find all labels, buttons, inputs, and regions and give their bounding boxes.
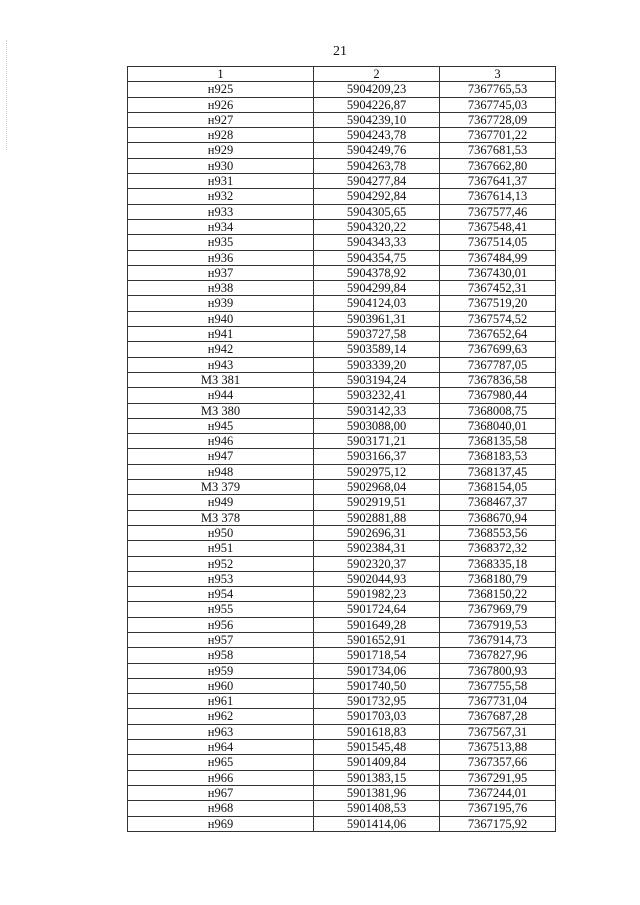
y-coordinate-cell: 7367728,09 <box>440 112 556 127</box>
table-row <box>128 128 556 143</box>
table-row <box>128 678 556 693</box>
y-coordinate-cell: 7368372,32 <box>440 541 556 556</box>
x-coordinate-cell: 5903961,31 <box>314 311 440 326</box>
y-coordinate-cell: 7367687,28 <box>440 709 556 724</box>
x-coordinate-cell: 5901740,50 <box>314 678 440 693</box>
table-row <box>128 785 556 800</box>
y-coordinate-cell: 7367452,31 <box>440 281 556 296</box>
point-id-cell: н950 <box>128 525 314 540</box>
table-row <box>128 143 556 158</box>
x-coordinate-cell: 5904277,84 <box>314 174 440 189</box>
table-row <box>128 281 556 296</box>
x-coordinate-cell: 5901734,06 <box>314 663 440 678</box>
y-coordinate-cell: 7368150,22 <box>440 587 556 602</box>
x-coordinate-cell: 5904209,23 <box>314 82 440 97</box>
x-coordinate-cell: 5901652,91 <box>314 632 440 647</box>
point-id-cell: МЗ 379 <box>128 480 314 495</box>
point-id-cell: н925 <box>128 82 314 97</box>
y-coordinate-cell: 7368467,37 <box>440 495 556 510</box>
point-id-cell: н961 <box>128 694 314 709</box>
table-row <box>128 372 556 387</box>
table-row <box>128 816 556 831</box>
x-coordinate-cell: 5902919,51 <box>314 495 440 510</box>
x-coordinate-cell: 5904292,84 <box>314 189 440 204</box>
y-coordinate-cell: 7367662,80 <box>440 158 556 173</box>
x-coordinate-cell: 5901408,53 <box>314 801 440 816</box>
y-coordinate-cell: 7367652,64 <box>440 327 556 342</box>
table-row <box>128 480 556 495</box>
x-coordinate-cell: 5901732,95 <box>314 694 440 709</box>
y-coordinate-cell: 7367567,31 <box>440 724 556 739</box>
table-row <box>128 189 556 204</box>
point-id-cell: н960 <box>128 678 314 693</box>
table-body <box>128 82 556 832</box>
x-coordinate-cell: 5901383,15 <box>314 770 440 785</box>
x-coordinate-cell: 5904343,33 <box>314 235 440 250</box>
point-id-cell: н932 <box>128 189 314 204</box>
x-coordinate-cell: 5903142,33 <box>314 403 440 418</box>
point-id-cell: н951 <box>128 541 314 556</box>
table-row <box>128 770 556 785</box>
table-row <box>128 174 556 189</box>
y-coordinate-cell: 7367577,46 <box>440 204 556 219</box>
table-row <box>128 724 556 739</box>
x-coordinate-cell: 5901982,23 <box>314 587 440 602</box>
table-header <box>128 67 556 82</box>
point-id-cell: н964 <box>128 740 314 755</box>
point-id-cell: н949 <box>128 495 314 510</box>
table-row <box>128 434 556 449</box>
y-coordinate-cell: 7367755,58 <box>440 678 556 693</box>
point-id-cell: н952 <box>128 556 314 571</box>
y-coordinate-cell: 7368553,56 <box>440 525 556 540</box>
y-coordinate-cell: 7367548,41 <box>440 219 556 234</box>
x-coordinate-cell: 5902881,88 <box>314 510 440 525</box>
x-coordinate-cell: 5904243,78 <box>314 128 440 143</box>
x-coordinate-cell: 5901649,28 <box>314 617 440 632</box>
y-coordinate-cell: 7367765,53 <box>440 82 556 97</box>
y-coordinate-cell: 7367357,66 <box>440 755 556 770</box>
point-id-cell: МЗ 380 <box>128 403 314 418</box>
table-row <box>128 709 556 724</box>
table-row <box>128 602 556 617</box>
column-header-y: 3 <box>440 67 556 82</box>
table-row <box>128 296 556 311</box>
point-id-cell: н958 <box>128 648 314 663</box>
x-coordinate-cell: 5904378,92 <box>314 265 440 280</box>
x-coordinate-cell: 5901381,96 <box>314 785 440 800</box>
x-coordinate-cell: 5904239,10 <box>314 112 440 127</box>
x-coordinate-cell: 5901618,83 <box>314 724 440 739</box>
x-coordinate-cell: 5904263,78 <box>314 158 440 173</box>
point-id-cell: н962 <box>128 709 314 724</box>
y-coordinate-cell: 7368670,94 <box>440 510 556 525</box>
point-id-cell: н957 <box>128 632 314 647</box>
y-coordinate-cell: 7367787,05 <box>440 357 556 372</box>
point-id-cell: н946 <box>128 434 314 449</box>
table-row <box>128 464 556 479</box>
x-coordinate-cell: 5902696,31 <box>314 525 440 540</box>
table-row <box>128 265 556 280</box>
x-coordinate-cell: 5902320,37 <box>314 556 440 571</box>
y-coordinate-cell: 7368040,01 <box>440 418 556 433</box>
table-row <box>128 801 556 816</box>
table-row <box>128 388 556 403</box>
y-coordinate-cell: 7367519,20 <box>440 296 556 311</box>
coordinates-table <box>127 66 556 832</box>
table-row <box>128 250 556 265</box>
table-row <box>128 510 556 525</box>
table-row <box>128 525 556 540</box>
y-coordinate-cell: 7367514,05 <box>440 235 556 250</box>
y-coordinate-cell: 7367827,96 <box>440 648 556 663</box>
page-number: 21 <box>333 44 347 59</box>
table-row <box>128 342 556 357</box>
x-coordinate-cell: 5901545,48 <box>314 740 440 755</box>
x-coordinate-cell: 5903339,20 <box>314 357 440 372</box>
table-row <box>128 418 556 433</box>
x-coordinate-cell: 5904226,87 <box>314 97 440 112</box>
point-id-cell: н968 <box>128 801 314 816</box>
point-id-cell: МЗ 381 <box>128 372 314 387</box>
point-id-cell: н966 <box>128 770 314 785</box>
point-id-cell: н933 <box>128 204 314 219</box>
table-row <box>128 327 556 342</box>
point-id-cell: н941 <box>128 327 314 342</box>
point-id-cell: н943 <box>128 357 314 372</box>
point-id-cell: н938 <box>128 281 314 296</box>
x-coordinate-cell: 5903589,14 <box>314 342 440 357</box>
point-id-cell: н956 <box>128 617 314 632</box>
table-row <box>128 541 556 556</box>
table-row <box>128 495 556 510</box>
point-id-cell: н926 <box>128 97 314 112</box>
x-coordinate-cell: 5901409,84 <box>314 755 440 770</box>
table-row <box>128 617 556 632</box>
x-coordinate-cell: 5901703,03 <box>314 709 440 724</box>
y-coordinate-cell: 7367836,58 <box>440 372 556 387</box>
y-coordinate-cell: 7367244,01 <box>440 785 556 800</box>
y-coordinate-cell: 7367919,53 <box>440 617 556 632</box>
y-coordinate-cell: 7368137,45 <box>440 464 556 479</box>
table-row <box>128 204 556 219</box>
point-id-cell: н948 <box>128 464 314 479</box>
point-id-cell: н963 <box>128 724 314 739</box>
x-coordinate-cell: 5903194,24 <box>314 372 440 387</box>
y-coordinate-cell: 7368183,53 <box>440 449 556 464</box>
point-id-cell: н940 <box>128 311 314 326</box>
x-coordinate-cell: 5903727,58 <box>314 327 440 342</box>
table-row <box>128 82 556 97</box>
y-coordinate-cell: 7367291,95 <box>440 770 556 785</box>
y-coordinate-cell: 7368008,75 <box>440 403 556 418</box>
point-id-cell: н934 <box>128 219 314 234</box>
point-id-cell: н942 <box>128 342 314 357</box>
table-row <box>128 403 556 418</box>
y-coordinate-cell: 7367195,76 <box>440 801 556 816</box>
point-id-cell: н935 <box>128 235 314 250</box>
table-row <box>128 571 556 586</box>
y-coordinate-cell: 7367969,79 <box>440 602 556 617</box>
y-coordinate-cell: 7367731,04 <box>440 694 556 709</box>
x-coordinate-cell: 5904320,22 <box>314 219 440 234</box>
x-coordinate-cell: 5903232,41 <box>314 388 440 403</box>
point-id-cell: н953 <box>128 571 314 586</box>
table-row <box>128 632 556 647</box>
y-coordinate-cell: 7367681,53 <box>440 143 556 158</box>
point-id-cell: н959 <box>128 663 314 678</box>
x-coordinate-cell: 5901724,64 <box>314 602 440 617</box>
table-row <box>128 556 556 571</box>
y-coordinate-cell: 7367701,22 <box>440 128 556 143</box>
y-coordinate-cell: 7367175,92 <box>440 816 556 831</box>
point-id-cell: МЗ 378 <box>128 510 314 525</box>
table-row <box>128 449 556 464</box>
table-row <box>128 740 556 755</box>
x-coordinate-cell: 5904249,76 <box>314 143 440 158</box>
point-id-cell: н954 <box>128 587 314 602</box>
x-coordinate-cell: 5904354,75 <box>314 250 440 265</box>
y-coordinate-cell: 7367430,01 <box>440 265 556 280</box>
point-id-cell: н965 <box>128 755 314 770</box>
point-id-cell: н936 <box>128 250 314 265</box>
point-id-cell: н969 <box>128 816 314 831</box>
y-coordinate-cell: 7368135,58 <box>440 434 556 449</box>
column-header-x: 2 <box>314 67 440 82</box>
point-id-cell: н967 <box>128 785 314 800</box>
y-coordinate-cell: 7368180,79 <box>440 571 556 586</box>
header-row <box>128 67 556 82</box>
table-row <box>128 97 556 112</box>
y-coordinate-cell: 7367914,73 <box>440 632 556 647</box>
point-id-cell: н939 <box>128 296 314 311</box>
table-row <box>128 663 556 678</box>
table-row <box>128 235 556 250</box>
point-id-cell: н928 <box>128 128 314 143</box>
point-id-cell: н937 <box>128 265 314 280</box>
y-coordinate-cell: 7367699,63 <box>440 342 556 357</box>
x-coordinate-cell: 5904299,84 <box>314 281 440 296</box>
point-id-cell: н944 <box>128 388 314 403</box>
point-id-cell: н930 <box>128 158 314 173</box>
point-id-cell: н947 <box>128 449 314 464</box>
table-row <box>128 357 556 372</box>
x-coordinate-cell: 5902044,93 <box>314 571 440 586</box>
x-coordinate-cell: 5904124,03 <box>314 296 440 311</box>
table-row <box>128 694 556 709</box>
table-row <box>128 755 556 770</box>
point-id-cell: н931 <box>128 174 314 189</box>
y-coordinate-cell: 7367641,37 <box>440 174 556 189</box>
point-id-cell: н927 <box>128 112 314 127</box>
table-row <box>128 648 556 663</box>
x-coordinate-cell: 5902968,04 <box>314 480 440 495</box>
x-coordinate-cell: 5903088,00 <box>314 418 440 433</box>
y-coordinate-cell: 7367484,99 <box>440 250 556 265</box>
x-coordinate-cell: 5904305,65 <box>314 204 440 219</box>
x-coordinate-cell: 5901718,54 <box>314 648 440 663</box>
x-coordinate-cell: 5902975,12 <box>314 464 440 479</box>
x-coordinate-cell: 5901414,06 <box>314 816 440 831</box>
table-row <box>128 311 556 326</box>
point-id-cell: н945 <box>128 418 314 433</box>
y-coordinate-cell: 7368335,18 <box>440 556 556 571</box>
x-coordinate-cell: 5903171,21 <box>314 434 440 449</box>
y-coordinate-cell: 7367574,52 <box>440 311 556 326</box>
table-row <box>128 219 556 234</box>
y-coordinate-cell: 7367800,93 <box>440 663 556 678</box>
y-coordinate-cell: 7367614,13 <box>440 189 556 204</box>
point-id-cell: н955 <box>128 602 314 617</box>
table-row <box>128 158 556 173</box>
point-id-cell: н929 <box>128 143 314 158</box>
x-coordinate-cell: 5903166,37 <box>314 449 440 464</box>
y-coordinate-cell: 7367745,03 <box>440 97 556 112</box>
x-coordinate-cell: 5902384,31 <box>314 541 440 556</box>
table-row <box>128 587 556 602</box>
y-coordinate-cell: 7367980,44 <box>440 388 556 403</box>
column-header-point: 1 <box>128 67 314 82</box>
table-row <box>128 112 556 127</box>
y-coordinate-cell: 7367513,88 <box>440 740 556 755</box>
y-coordinate-cell: 7368154,05 <box>440 480 556 495</box>
